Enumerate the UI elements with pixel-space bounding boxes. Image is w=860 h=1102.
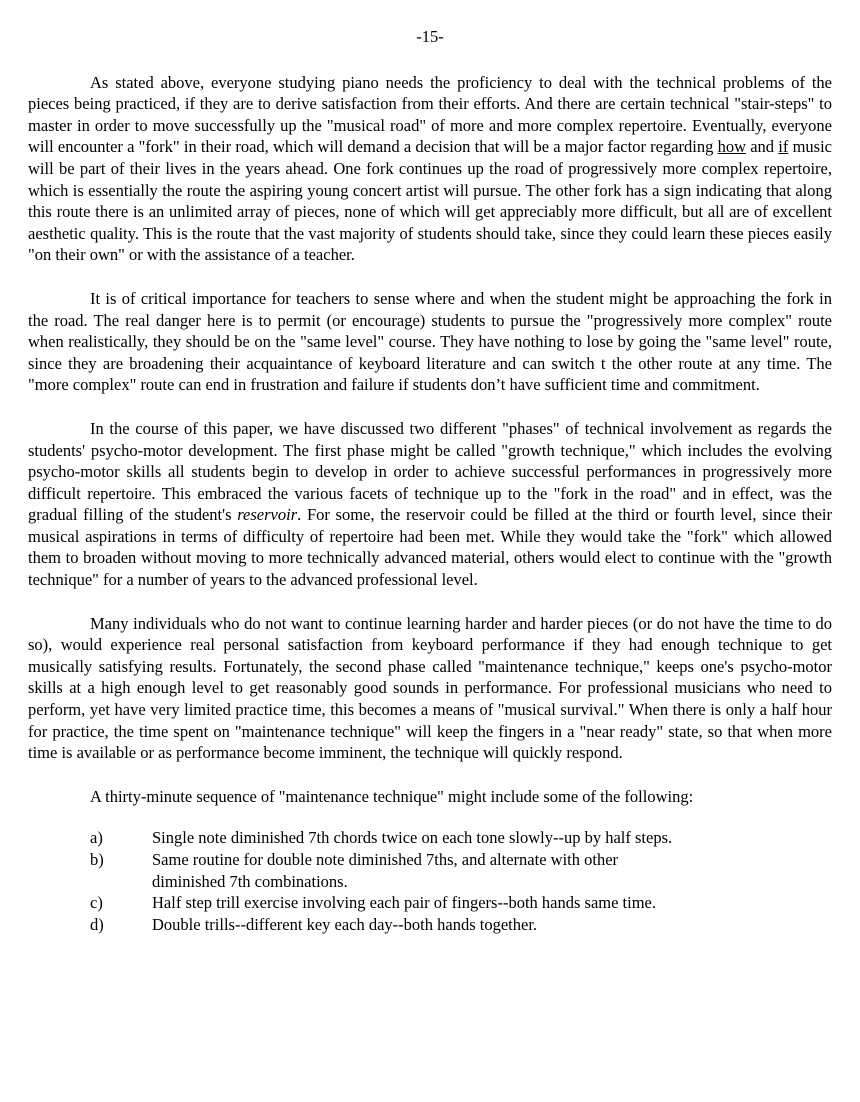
list-item-text: Half step trill exercise involving each pair of fingers--both hands same time. bbox=[152, 893, 657, 913]
paragraph-2: It is of critical importance for teachers to sense where and when the student might be approaching the fork in the road. The real danger here is to permit (or encourage) students to pursue the "progressively more complex" route when realistically, they should be on the "same level" course. They have nothing to lose by going the "same level" route, since they are broadening their acquaintance of keyboard literature and can switch t the other route at any time. The "more complex" route can end in frustration and failure if students don’t have sufficient time and commitment. bbox=[28, 288, 832, 395]
list-marker: b) bbox=[90, 850, 104, 869]
list-marker: d) bbox=[90, 914, 104, 934]
p3-text-a: In the course of this paper, we have discussed two different "phases" of technical involvement as regards the students' psycho-motor development. The first phase might be called "growth technique," which includes the evolving psycho-motor skills all students begin to develop in order to achieve successful performances in progressively more difficult repertoire. This embraced the various facets of technique up to the "fork in the road" and in effect, was the gradual filling of the student's bbox=[28, 418, 832, 525]
list-marker: c) bbox=[90, 893, 103, 913]
list-item bbox=[90, 849, 832, 892]
p3-italic-reservoir: reservoir bbox=[237, 505, 298, 525]
p1-text-a: As stated above, everyone studying piano needs the proficiency to deal with the technical problems of the pieces being practiced, if they are to derive satisfaction from their efforts. And there are certain technical "stair-steps" to master in order to move successfully up the "musical road" of more and more complex repertoire. Eventually, everyone will encounter a "fork" in their road, which will demand a decision that will be a major factor regarding bbox=[28, 72, 832, 157]
list-item bbox=[90, 914, 832, 936]
list-item bbox=[90, 827, 832, 849]
p1-underlined-if: if bbox=[778, 137, 789, 157]
list-item-text bbox=[152, 849, 832, 892]
paragraph-4: Many individuals who do not want to continue learning harder and harder pieces (or do not have the time to do so), would experience real personal satisfaction from keyboard performance if they had enough technique to get musically satisfying results. Fortunately, the second phase called "maintenance technique," keeps one's psycho-motor skills at a high enough level to get reasonably good sounds in performance. For professional musicians who need to perform, yet have very limited practice time, this becomes a means of "musical survival." When there is only a half hour for practice, the time spent on "maintenance technique" will keep the fingers in a "near ready" state, so that when more time is available or as performance become imminent, the technique will quickly respond. bbox=[28, 613, 832, 763]
list-item-text: Single note diminished 7th chords twice on each tone slowly--up by half steps. bbox=[152, 828, 673, 848]
page-number: -15- bbox=[416, 27, 444, 46]
paragraph-3 bbox=[28, 418, 832, 591]
p3-text-b: . For some, the reservoir could be filled at the third or fourth level, since their musical aspirations in terms of difficulty of repertoire had been met. While they would take the "fork" which allowed them to broaden without moving to more technically advanced material, others would elect to continue with the "growth technique" for a number of years to the advanced professional level. bbox=[28, 505, 832, 590]
p1-text-b: music will be part of their lives in the years ahead. One fork continues up the road of progressively more complex repertoire, which is essentially the route the aspiring young concert artist will pursue. The other fork has a sign indicating that along this route there is an unlimited array of pieces, none of which will get appreciably more difficult, but all are of excellent aesthetic quality. This is the route that the vast majority of students should take, since they could learn these pieces easily "on their own" or with the assistance of a teacher. bbox=[28, 137, 832, 265]
maintenance-technique-list bbox=[28, 827, 832, 935]
list-marker: a) bbox=[90, 828, 103, 848]
list-item bbox=[90, 892, 832, 914]
paragraph-5-list-intro: A thirty-minute sequence of "maintenance technique" might include some of the following: bbox=[90, 786, 694, 806]
list-item-text-line-2: diminished 7th combinations. bbox=[152, 871, 348, 891]
list-item-text: Double trills--different key each day--both hands together. bbox=[152, 914, 538, 934]
p1-underlined-how: how bbox=[717, 137, 747, 157]
paragraph-1 bbox=[28, 72, 832, 266]
list-item-text-line-1: Same routine for double note diminished 7ths, and alternate with other bbox=[152, 850, 619, 869]
p1-text-and: and bbox=[746, 137, 779, 157]
